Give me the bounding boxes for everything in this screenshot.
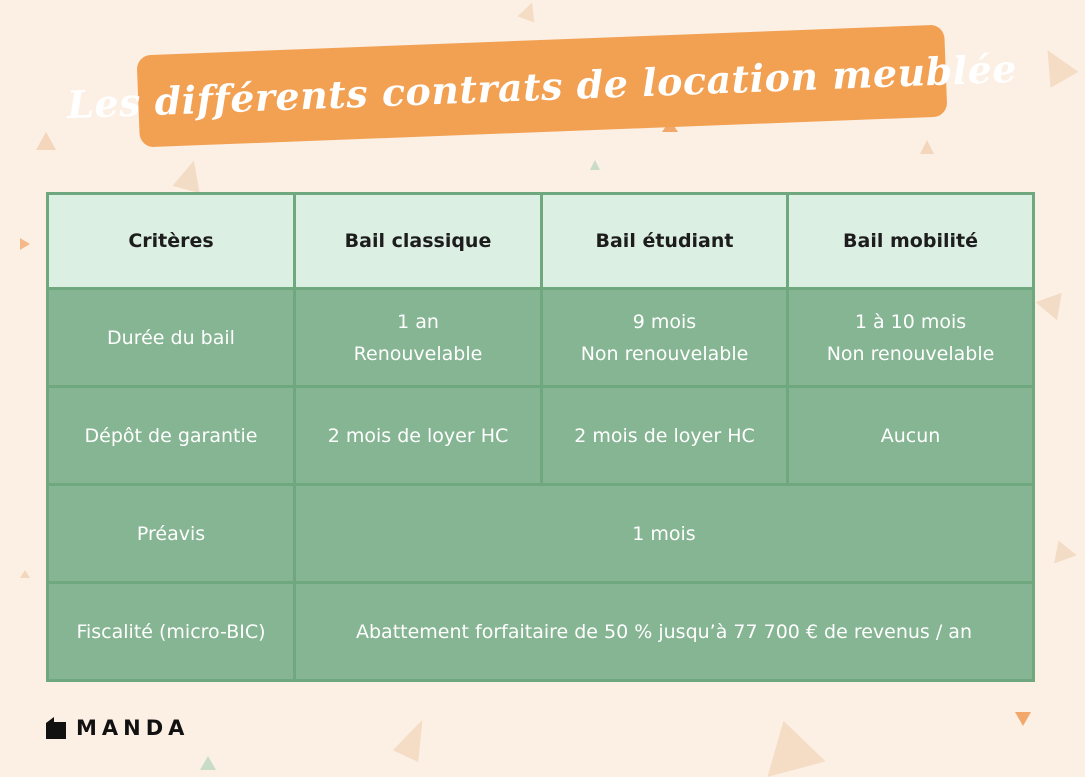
cell-line: Renouvelable [353,342,483,365]
confetti-shape [1015,712,1031,726]
cell-etudiant: 2 mois de loyer HC [542,387,788,485]
confetti-shape [590,160,600,170]
cell-mobilite [788,289,1034,387]
header-bail-mobilite: Bail mobilité [788,194,1034,289]
cell-line: 1 à 10 mois [854,310,967,333]
merged-cell: 1 mois [295,485,1034,583]
confetti-shape [1036,284,1073,320]
table-row [48,485,1034,583]
confetti-shape [393,714,435,762]
cell-mobilite: Aucun [788,387,1034,485]
cell-etudiant [542,289,788,387]
header-bail-classique: Bail classique [295,194,542,289]
merged-cell: Abattement forfaitaire de 50 % jusqu’à 77 700 € de revenus / an [295,583,1034,681]
page-title: Les différents contrats de location meublée [66,45,1018,127]
cell-line: 9 mois [632,310,697,333]
table-row [48,583,1034,681]
criterion-cell: Durée du bail [48,289,295,387]
criterion-cell: Préavis [48,485,295,583]
cell-line: Non renouvelable [580,342,749,365]
confetti-shape [517,0,540,23]
brand-name: MANDA [76,716,190,740]
title-banner [66,25,1018,148]
cell-line: Non renouvelable [826,342,995,365]
table-row [48,289,1034,387]
confetti-shape [20,238,30,250]
confetti-shape [920,140,934,154]
confetti-shape [200,756,216,770]
confetti-shape [755,713,826,777]
cell-classique [295,289,542,387]
house-logo-icon [46,717,66,739]
comparison-table [46,192,1035,682]
brand-logo [46,716,189,740]
header-bail-etudiant: Bail étudiant [542,194,788,289]
header-criteres: Critères [48,194,295,289]
criterion-cell: Fiscalité (micro-BIC) [48,583,295,681]
confetti-shape [20,570,30,578]
cell-classique: 2 mois de loyer HC [295,387,542,485]
table-row [48,387,1034,485]
cell-line: 1 an [397,310,439,333]
confetti-shape [1034,42,1079,87]
confetti-shape [1047,536,1076,563]
confetti-shape [36,132,56,150]
criterion-cell: Dépôt de garantie [48,387,295,485]
table-header-row [48,194,1034,289]
confetti-shape [173,157,208,193]
